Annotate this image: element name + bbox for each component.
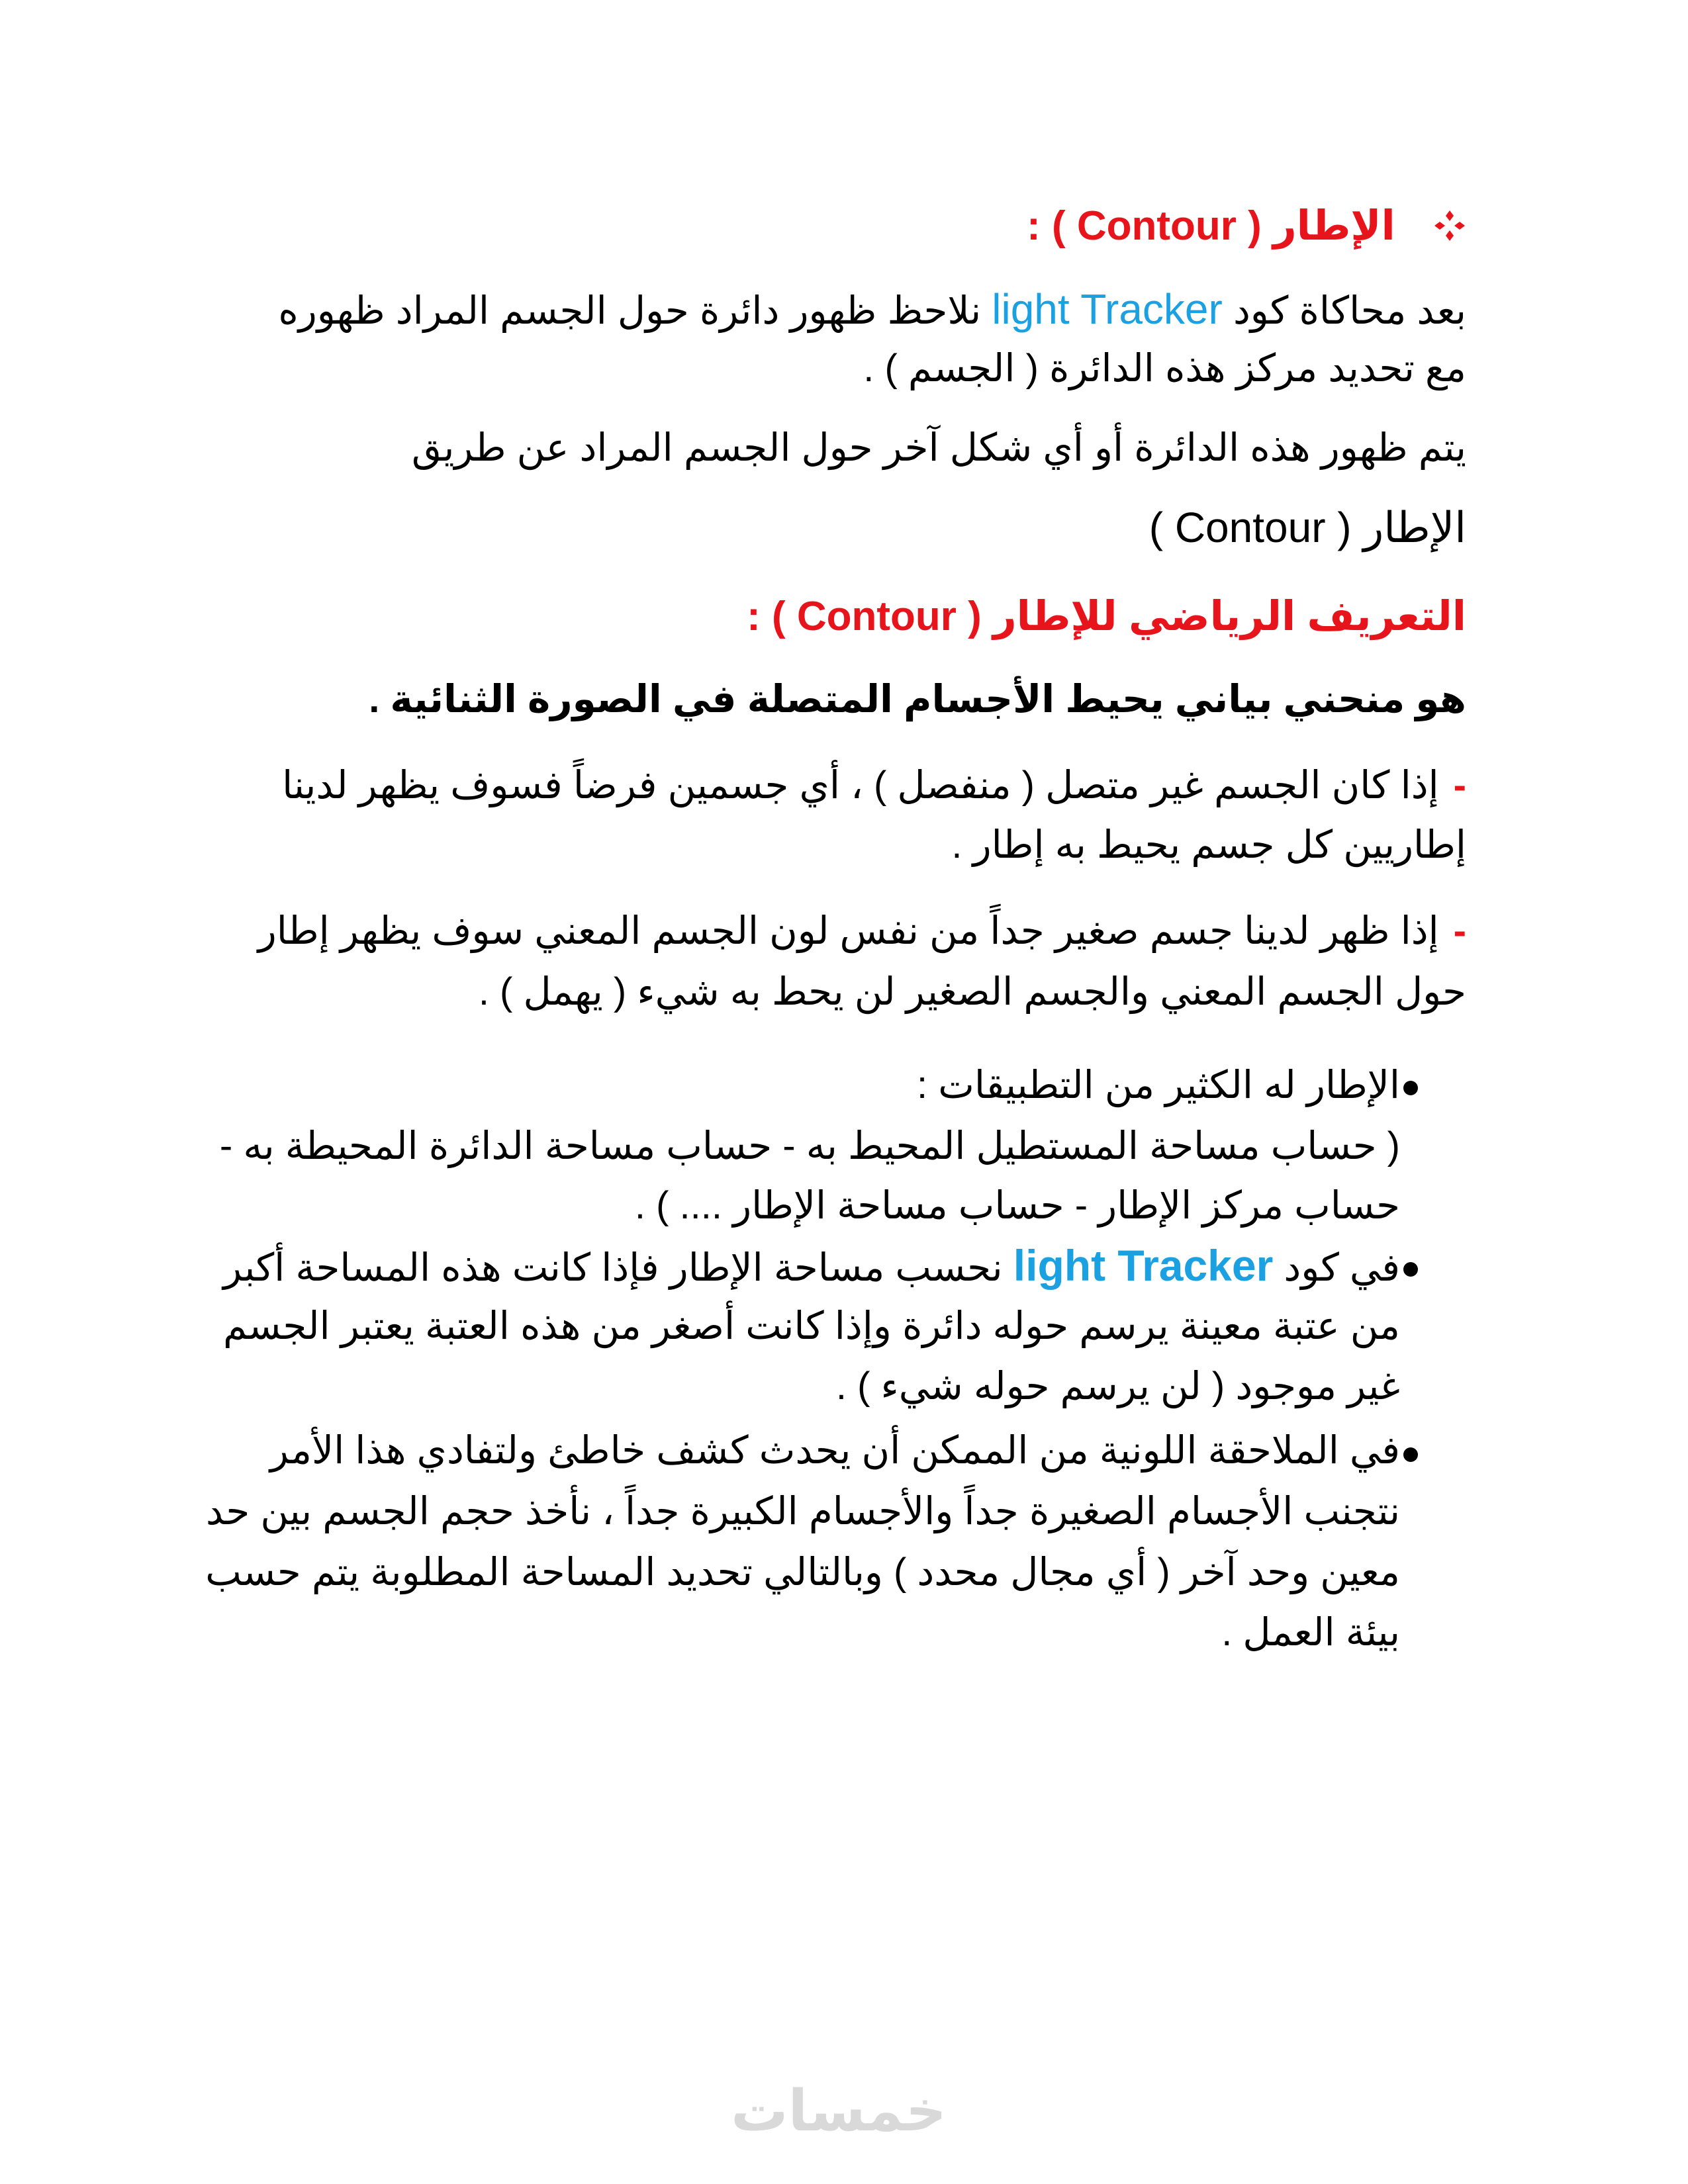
text-run: بعد محاكاة كود <box>1233 289 1466 332</box>
highlight-code-name: light Tracker <box>992 285 1223 333</box>
bullet-line <box>635 1171 1400 1240</box>
section-heading-definition <box>747 582 1466 651</box>
dash-bullet-icon: - <box>1453 764 1466 807</box>
dash-point <box>282 751 1466 820</box>
definition-text <box>369 665 1466 734</box>
text-run: في الملاحقة اللونية من الممكن أن يحدث كشف خاطئ ولتفادي هذا الأمر <box>269 1429 1400 1472</box>
bullet-line <box>270 1416 1400 1485</box>
bullet-line <box>1221 1598 1400 1667</box>
text-run: مع تحديد مركز هذه الدائرة ( الجسم ) . <box>863 347 1466 390</box>
text-run: في كود <box>1284 1246 1400 1289</box>
text-run: حساب مركز الإطار - حساب مساحة الإطار .... ) . <box>634 1184 1400 1227</box>
round-bullet-icon <box>1403 1262 1418 1277</box>
text-run: نحسب مساحة الإطار فإذا كانت هذه المساحة أكبر <box>223 1246 1003 1289</box>
text-run: يتم ظهور هذه الدائرة أو أي شكل آخر حول الجسم المراد عن طريق <box>411 426 1466 469</box>
diamond-star-bullet-icon <box>1433 209 1466 242</box>
dash-point-continuation <box>479 958 1466 1026</box>
text-run: معين وحد آخر ( أي مجال محدد ) وبالتالي تحديد المساحة المطلوبة يتم حسب <box>205 1551 1400 1594</box>
highlight-code-name: light Tracker <box>1013 1241 1274 1290</box>
dash-bullet-icon: - <box>1453 909 1466 952</box>
heading-text: الإطار ( Contour ) : <box>1027 203 1395 249</box>
text-run: إذا كان الجسم غير متصل ( منفصل ) ، أي جسمين فرضاً فسوف يظهر لدينا <box>282 764 1439 807</box>
bullet-line <box>836 1352 1400 1421</box>
bullet-line <box>205 1538 1400 1607</box>
text-run: حول الجسم المعني والجسم الصغير لن يحط به شيء ( يهمل ) . <box>478 970 1466 1013</box>
bullet-line <box>220 1112 1400 1181</box>
section-heading-contour <box>1027 192 1466 261</box>
dash-point-continuation <box>951 811 1466 880</box>
text-run: نلاحظ ظهور دائرة حول الجسم المراد ظهوره <box>278 289 982 332</box>
paragraph-line <box>412 414 1466 482</box>
text-run: نتجنب الأجسام الصغيرة جداً والأجسام الكبيرة جداً ، نأخذ حجم الجسم بين حد <box>205 1490 1400 1533</box>
heading-text: التعريف الرياضي للإطار ( Contour ) : <box>747 594 1466 639</box>
bullet-line <box>223 1292 1400 1361</box>
text-run: من عتبة معينة يرسم حوله دائرة وإذا كانت أصغر من هذه العتبة يعتبر الجسم <box>223 1304 1400 1347</box>
bullet-line <box>917 1051 1400 1120</box>
dash-point <box>258 897 1466 966</box>
text-run: هو منحني بياني يحيط الأجسام المتصلة في الصورة الثنائية . <box>369 678 1466 721</box>
paragraph-line <box>863 334 1466 403</box>
khamsat-watermark-logo <box>731 2075 947 2148</box>
text-run: الإطار له الكثير من التطبيقات : <box>916 1064 1400 1107</box>
text-run: إطاريين كل جسم يحيط به إطار . <box>951 823 1466 866</box>
bullet-line <box>206 1477 1400 1546</box>
watermark-text: خمسات <box>731 2079 947 2143</box>
text-run: الإطار ( Contour ) <box>1149 504 1466 551</box>
text-run: غير موجود ( لن يرسم حوله شيء ) . <box>835 1365 1400 1408</box>
paragraph-line <box>1149 493 1466 562</box>
text-run: إذا ظهر لدينا جسم صغير جداً من نفس لون الجسم المعني سوف يظهر إطار <box>258 909 1439 952</box>
round-bullet-icon <box>1403 1447 1418 1462</box>
text-run: ( حساب مساحة المستطيل المحيط به - حساب مساحة الدائرة المحيطة به - <box>219 1124 1400 1167</box>
text-run: بيئة العمل . <box>1221 1611 1400 1654</box>
round-bullet-icon <box>1403 1081 1418 1095</box>
